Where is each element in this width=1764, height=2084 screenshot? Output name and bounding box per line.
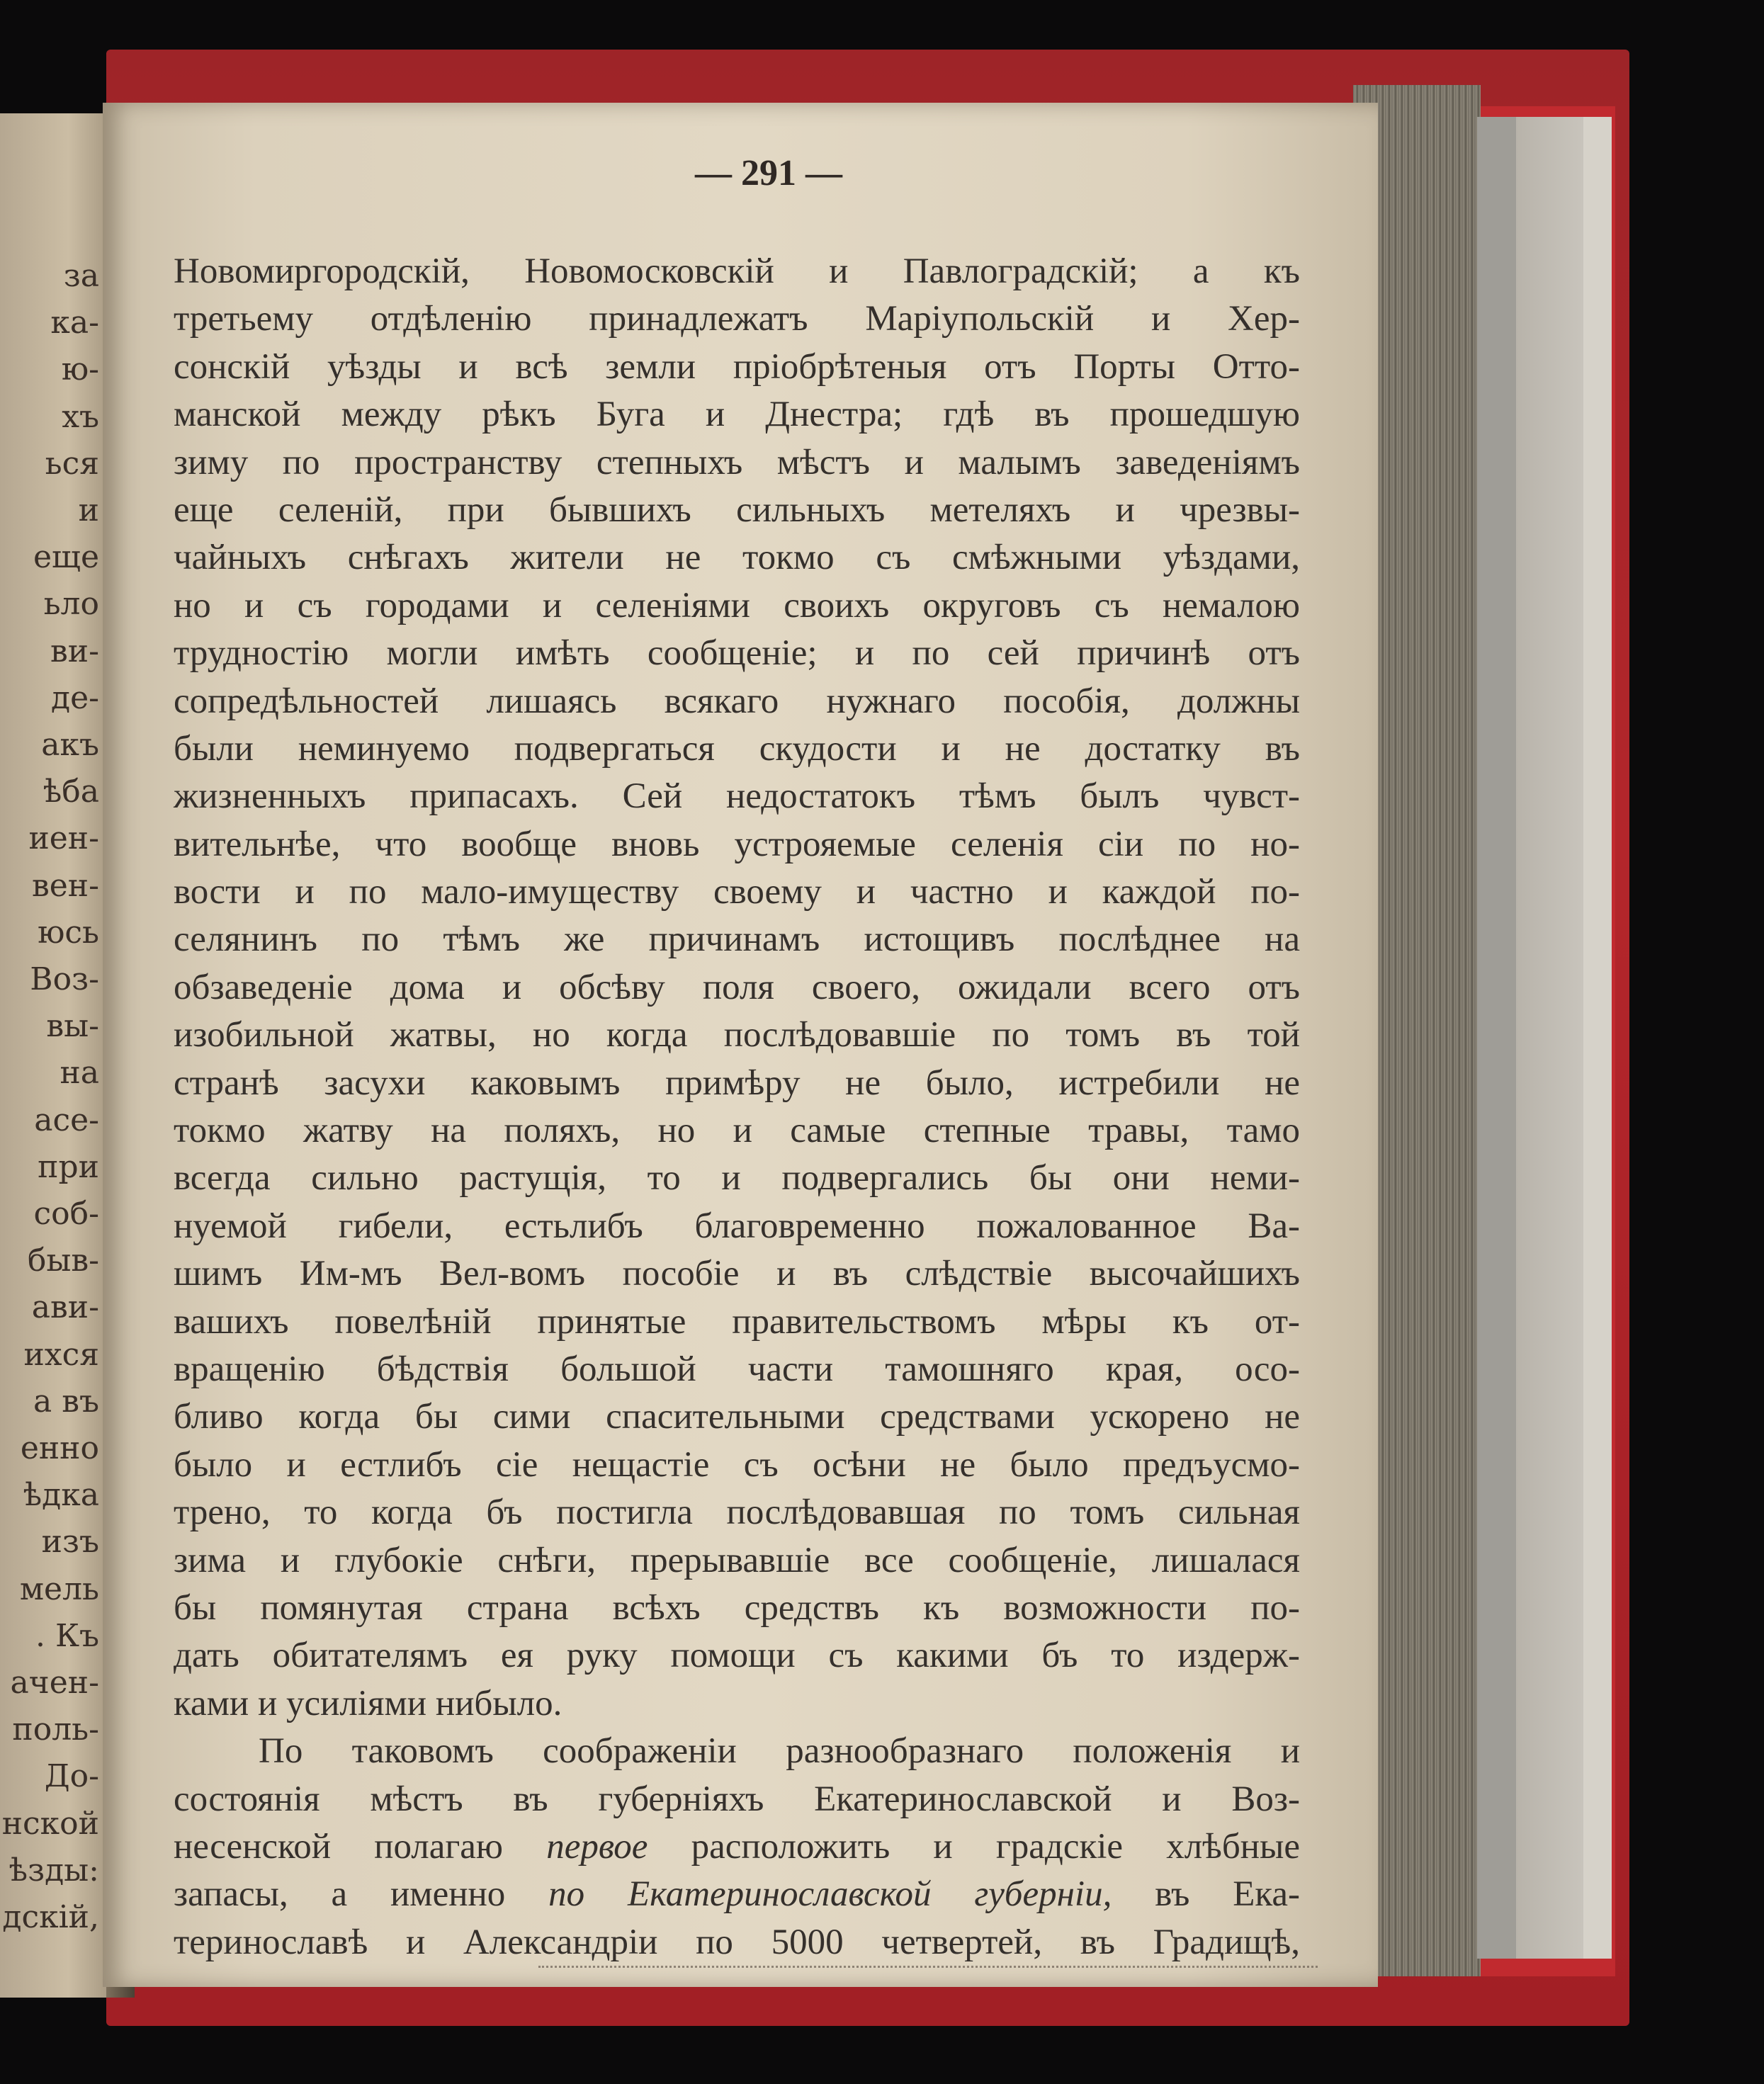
text-line: теринославѣ и Александріи по 5000 четвертей, въ Градищѣ,: [174, 1922, 1300, 1962]
text-line: трудностію могли имѣть сообщеніе; и по сей причинѣ отъ: [174, 633, 1300, 674]
text-line: жизненныхъ припасахъ. Сей недостатокъ тѣмъ былъ чувст-: [174, 776, 1300, 817]
left-page-line-fragment: ѣдка: [23, 1477, 99, 1514]
text-line: По таковомъ соображеніи разнообразнаго положенія и: [259, 1731, 1300, 1772]
text-line: сонскій уѣзды и всѣ земли пріобрѣтеныя отъ Порты Отто-: [174, 346, 1300, 387]
text-line: всегда сильно растущія, то и подвергались бы они неми-: [174, 1158, 1300, 1199]
left-page-line-fragment: иен-: [28, 820, 99, 857]
left-page-line-fragment: нской: [1, 1805, 99, 1842]
text-line: токмо жатву на поляхъ, но и самые степные травы, тамо: [174, 1111, 1300, 1151]
text-line: вашихъ повелѣній принятые правительствомъ мѣры къ от-: [174, 1301, 1300, 1342]
page-body-text: [174, 248, 1300, 1966]
text-line: дать обитателямъ ея руку помощи съ какими бъ то издерж-: [174, 1636, 1300, 1676]
endpaper: [1583, 117, 1612, 1959]
left-page-line-fragment: при: [38, 1148, 99, 1185]
left-page-line-fragment: ка-: [50, 305, 99, 341]
left-page-line-fragment: ѣзды:: [9, 1852, 99, 1888]
left-page-line-fragment: и: [78, 492, 99, 528]
left-page-line-fragment: еще: [33, 539, 99, 576]
left-page-line-fragment: вы-: [46, 1008, 99, 1045]
left-page-line-fragment: де-: [51, 679, 99, 716]
text-line: манской между рѣкъ Буга и Днестра; гдѣ въ прошедшую: [174, 395, 1300, 435]
text-line: вращенію бѣдствія большой части тамошняго края, осо-: [174, 1349, 1300, 1389]
left-page-line-fragment: юсь: [38, 914, 99, 951]
text-line: трено, то когда бъ постигла послѣдовавшая по томъ сильная: [174, 1493, 1300, 1533]
left-page-line-fragment: поль-: [12, 1711, 99, 1748]
left-page-line-fragment: быв-: [27, 1242, 99, 1279]
text-line: селянинъ по тѣмъ же причинамъ истощивъ послѣднее на: [174, 919, 1300, 960]
text-line: третьему отдѣленію принадлежатъ Маріупольскій и Хер-: [174, 299, 1300, 339]
left-page-line-fragment: ви-: [50, 633, 99, 669]
text-line: Новомиргородскій, Новомосковскій и Павлоградскій; а къ: [174, 251, 1300, 291]
endpaper: [1516, 117, 1587, 1959]
text-line: зима и глубокіе снѣги, прерывавшіе все сообщеніе, лишалася: [174, 1540, 1300, 1580]
text-line: было и естлибъ сіе нещастіе съ осѣни не было предъусмо-: [174, 1444, 1300, 1485]
text-line: сопредѣльностей лишаясь всякаго нужнаго пособія, должны: [174, 681, 1300, 721]
text-line: вости и по мало-имуществу своему и частно и каждой по-: [174, 872, 1300, 912]
text-line: зиму по пространству степныхъ мѣстъ и малымъ заведеніямъ: [174, 442, 1300, 482]
text-line: обзаведеніе дома и обсѣву поля своего, ожидали всего отъ: [174, 967, 1300, 1007]
left-page-line-fragment: за: [63, 258, 99, 294]
paragraph: [174, 1728, 1300, 1966]
text-line: странѣ засухи каковымъ примѣру не было, истребили не: [174, 1063, 1300, 1103]
left-page-line-fragment: хъ: [62, 398, 99, 435]
left-page-line-fragment: на: [60, 1055, 99, 1092]
left-page-line-fragment: ю-: [61, 351, 99, 388]
cut-off-next-line: [538, 1966, 1318, 1981]
left-page-line-fragment: дскій,: [2, 1899, 99, 1935]
text-line: несенской полагаю первое расположить и градскіе хлѣбные: [174, 1826, 1301, 1867]
left-page-line-fragment: ихся: [23, 1336, 99, 1373]
text-line: были неминуемо подвергаться скудости и не достатку въ: [174, 728, 1300, 769]
left-page-line-fragment: До-: [44, 1758, 99, 1795]
left-page-line-fragment: изъ: [41, 1524, 99, 1561]
left-page-line-fragment: енно: [20, 1430, 99, 1466]
left-page-line-fragment: ься: [45, 445, 99, 482]
endpaper: [1477, 117, 1520, 1959]
text-line: но и съ городами и селеніями своихъ округовъ съ немалою: [174, 585, 1300, 625]
left-page-line-fragment: асе-: [34, 1102, 99, 1138]
paragraph: [174, 248, 1300, 1728]
text-line: ками и усиліями нибыло.: [174, 1683, 562, 1723]
left-page-line-fragment: Воз-: [30, 961, 99, 997]
left-page-line-fragment: . Къ: [35, 1617, 99, 1654]
text-line: чайныхъ снѣгахъ жители не токмо съ смѣжными уѣздами,: [174, 538, 1300, 578]
text-line: запасы, а именно по Екатеринославской губерніи, въ Ека-: [174, 1874, 1300, 1915]
text-line: бы помянутая страна всѣхъ средствъ къ возможности по-: [174, 1587, 1300, 1628]
text-line: нуемой гибели, естьлибъ благовременно пожалованное Ва-: [174, 1206, 1300, 1246]
page-number: — 291 —: [695, 153, 842, 193]
left-page-line-fragment: ачен-: [10, 1665, 99, 1701]
text-line: еще селеній, при бывшихъ сильныхъ метеляхъ и чрезвы-: [174, 489, 1300, 530]
text-line: бливо когда бы сими спасительными средствами ускорено не: [174, 1397, 1300, 1437]
left-page-line-fragment: ави-: [31, 1289, 99, 1326]
left-page-line-fragment: вен-: [31, 867, 99, 904]
text-line: изобильной жатвы, но когда послѣдовавшіе по томъ въ той: [174, 1015, 1300, 1055]
left-page-line-fragment: а въ: [33, 1383, 99, 1420]
left-page-line-fragment: соб-: [33, 1196, 99, 1232]
left-page-line-fragment: ѣба: [43, 774, 99, 810]
text-line: вительнѣе, что вообще вновь устрояемые селенія сіи по но-: [174, 824, 1300, 864]
text-line: состоянія мѣстъ въ губерніяхъ Екатеринославской и Воз-: [174, 1779, 1300, 1819]
left-page-line-fragment: акъ: [41, 727, 99, 763]
text-line: шимъ Им-мъ Вел-вомъ пособіе и въ слѣдствіе высочайшихъ: [174, 1254, 1300, 1294]
left-page-line-fragment: ьло: [43, 586, 99, 623]
left-page-line-fragment: мель: [19, 1570, 99, 1607]
